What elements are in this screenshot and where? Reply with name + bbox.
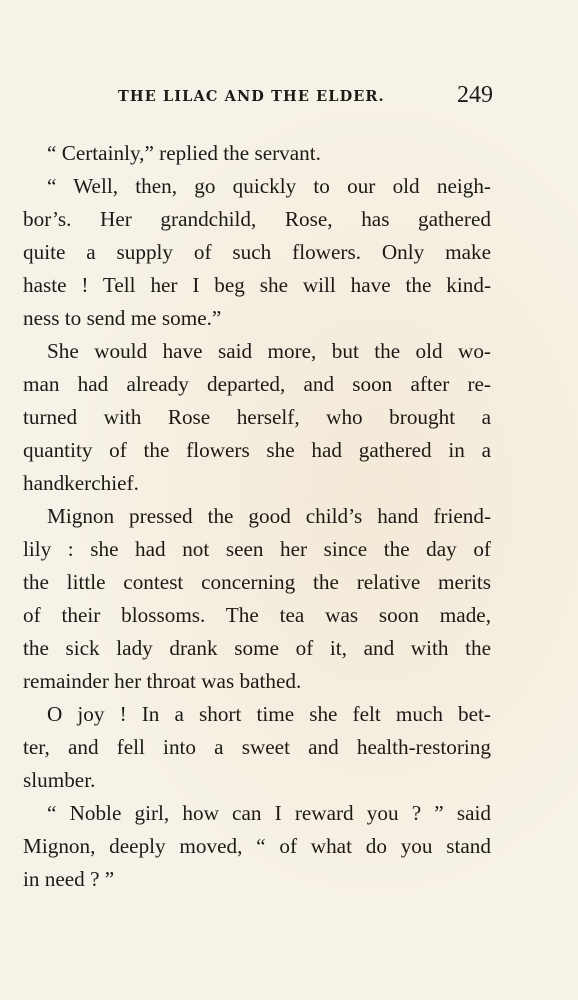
text-line: man had already departed, and soon after re- <box>23 372 491 396</box>
text-line: quantity of the flowers she had gathered in a <box>23 438 491 462</box>
text-line: slumber. <box>23 768 96 792</box>
text-line: the sick lady drank some of it, and with the <box>23 636 491 660</box>
text-line: Mignon, deeply moved, “ of what do you stand <box>23 834 491 858</box>
text-line: “ Well, then, go quickly to our old neigh- <box>47 174 491 198</box>
text-line: the little contest concerning the relative merits <box>23 570 491 594</box>
text-line: Mignon pressed the good child’s hand friend- <box>47 504 491 528</box>
running-title: THE LILAC AND THE ELDER. <box>118 88 385 105</box>
text-line: lily : she had not seen her since the day of <box>23 537 491 561</box>
text-line: in need ? ” <box>23 867 115 891</box>
page-number: 249 <box>457 82 493 108</box>
text-line: of their blossoms. The tea was soon made, <box>23 603 491 627</box>
text-line: handkerchief. <box>23 471 139 495</box>
text-line: bor’s. Her grandchild, Rose, has gathered <box>23 207 491 231</box>
body-text <box>23 137 491 896</box>
text-line: haste ! Tell her I beg she will have the kind- <box>23 273 491 297</box>
text-line: “ Certainly,” replied the servant. <box>47 141 321 165</box>
text-line: ness to send me some.” <box>23 306 222 330</box>
text-line: remainder her throat was bathed. <box>23 669 302 693</box>
text-line: “ Noble girl, how can I reward you ? ” said <box>47 801 491 825</box>
text-line: turned with Rose herself, who brought a <box>23 405 491 429</box>
text-line: ter, and fell into a sweet and health-restoring <box>23 735 491 759</box>
text-line: She would have said more, but the old wo- <box>47 339 491 363</box>
text-line: quite a supply of such flowers. Only make <box>23 240 491 264</box>
text-line: O joy ! In a short time she felt much bet- <box>47 702 491 726</box>
